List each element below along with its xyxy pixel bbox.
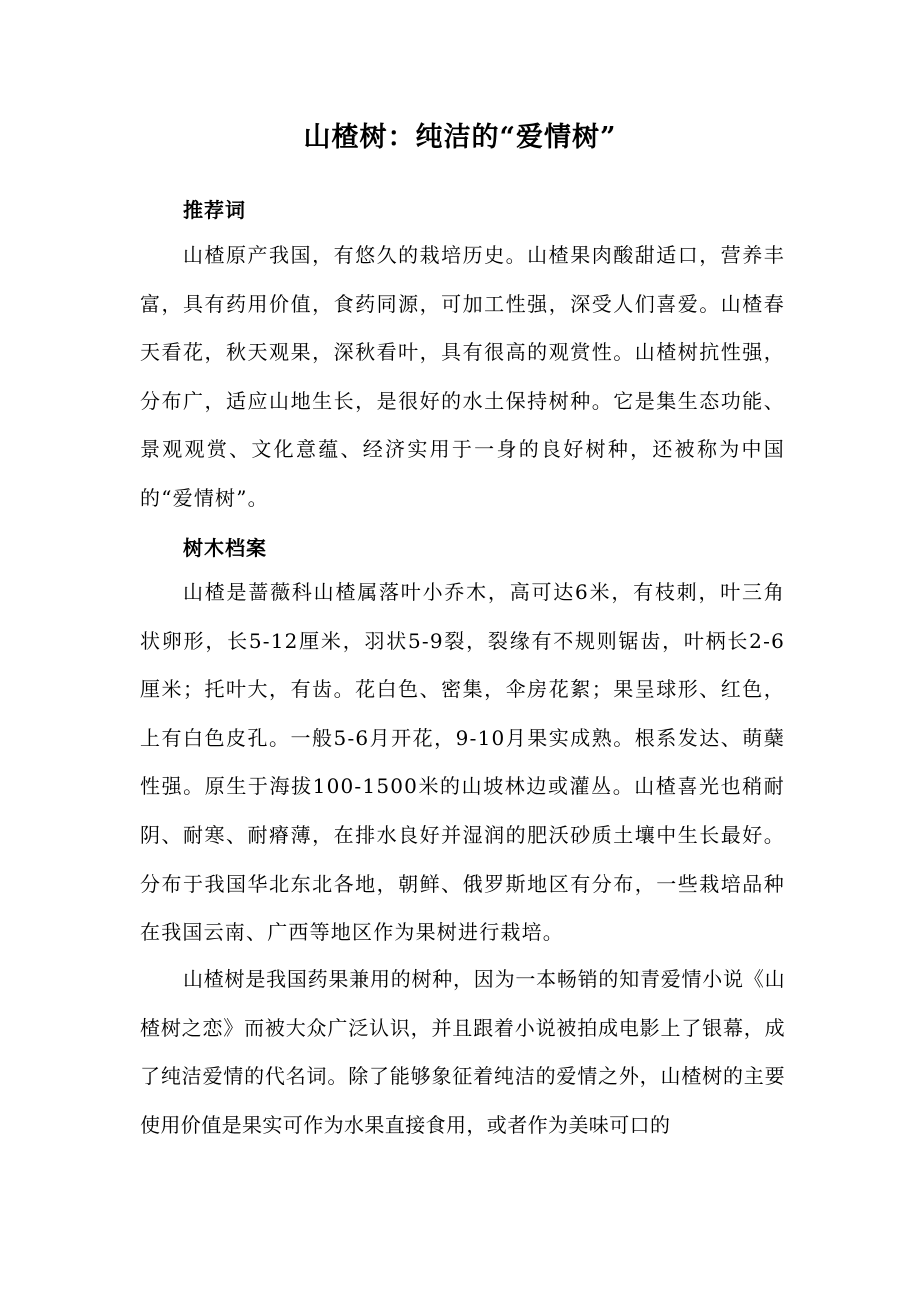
recommendation-paragraph: 山楂原产我国，有悠久的栽培历史。山楂果肉酸甜适口，营养丰富，具有药用价值，食药同源，可加工性强，深受人们喜爱。山楂春天看花，秋天观果，深秋看叶，具有很高的观赏性。山楂树抗性强，分布广，适应山地生长，是很好的水土保持树种。它是集生态功能、景观观赏、文化意蕴、经济实用于一身的良好树种，还被称为中国的“爱情树”。 [140, 243, 785, 510]
closing-paragraph: 山楂树是我国药果兼用的树种，因为一本畅销的知青爱情小说《山楂树之恋》而被大众广泛认识，并且跟着小说被拍成电影上了银幕，成了纯洁爱情的代名词。除了能够象征着纯洁的爱情之外，山楂树的主要使用价值是果实可作为水果直接食用，或者作为美味可口的 [140, 967, 785, 1137]
section-heading-recommendation: 推荐词 [183, 198, 246, 222]
tree-profile-paragraph: 山楂是蔷薇科山楂属落叶小乔木，高可达6米，有枝刺，叶三角状卵形，长5-12厘米，羽状5-9裂，裂缘有不规则锯齿，叶柄长2-6厘米；托叶大，有齿。花白色、密集，伞房花絮；果呈球形、红色，上有白色皮孔。一般5-6月开花，9-10月果实成熟。根系发达、萌蘖性强。原生于海拔100-1500米的山坡林边或灌丛。山楂喜光也稍耐阴、耐寒、耐瘠薄，在排水良好并湿润的肥沃砂质土壤中生长最好。分布于我国华北东北各地，朝鲜、俄罗斯地区有分布，一些栽培品种在我国云南、广西等地区作为果树进行栽培。 [140, 580, 785, 945]
document-title: 山楂树：纯洁的“爱情树” [303, 122, 617, 153]
section-heading-tree-profile: 树木档案 [183, 536, 267, 560]
